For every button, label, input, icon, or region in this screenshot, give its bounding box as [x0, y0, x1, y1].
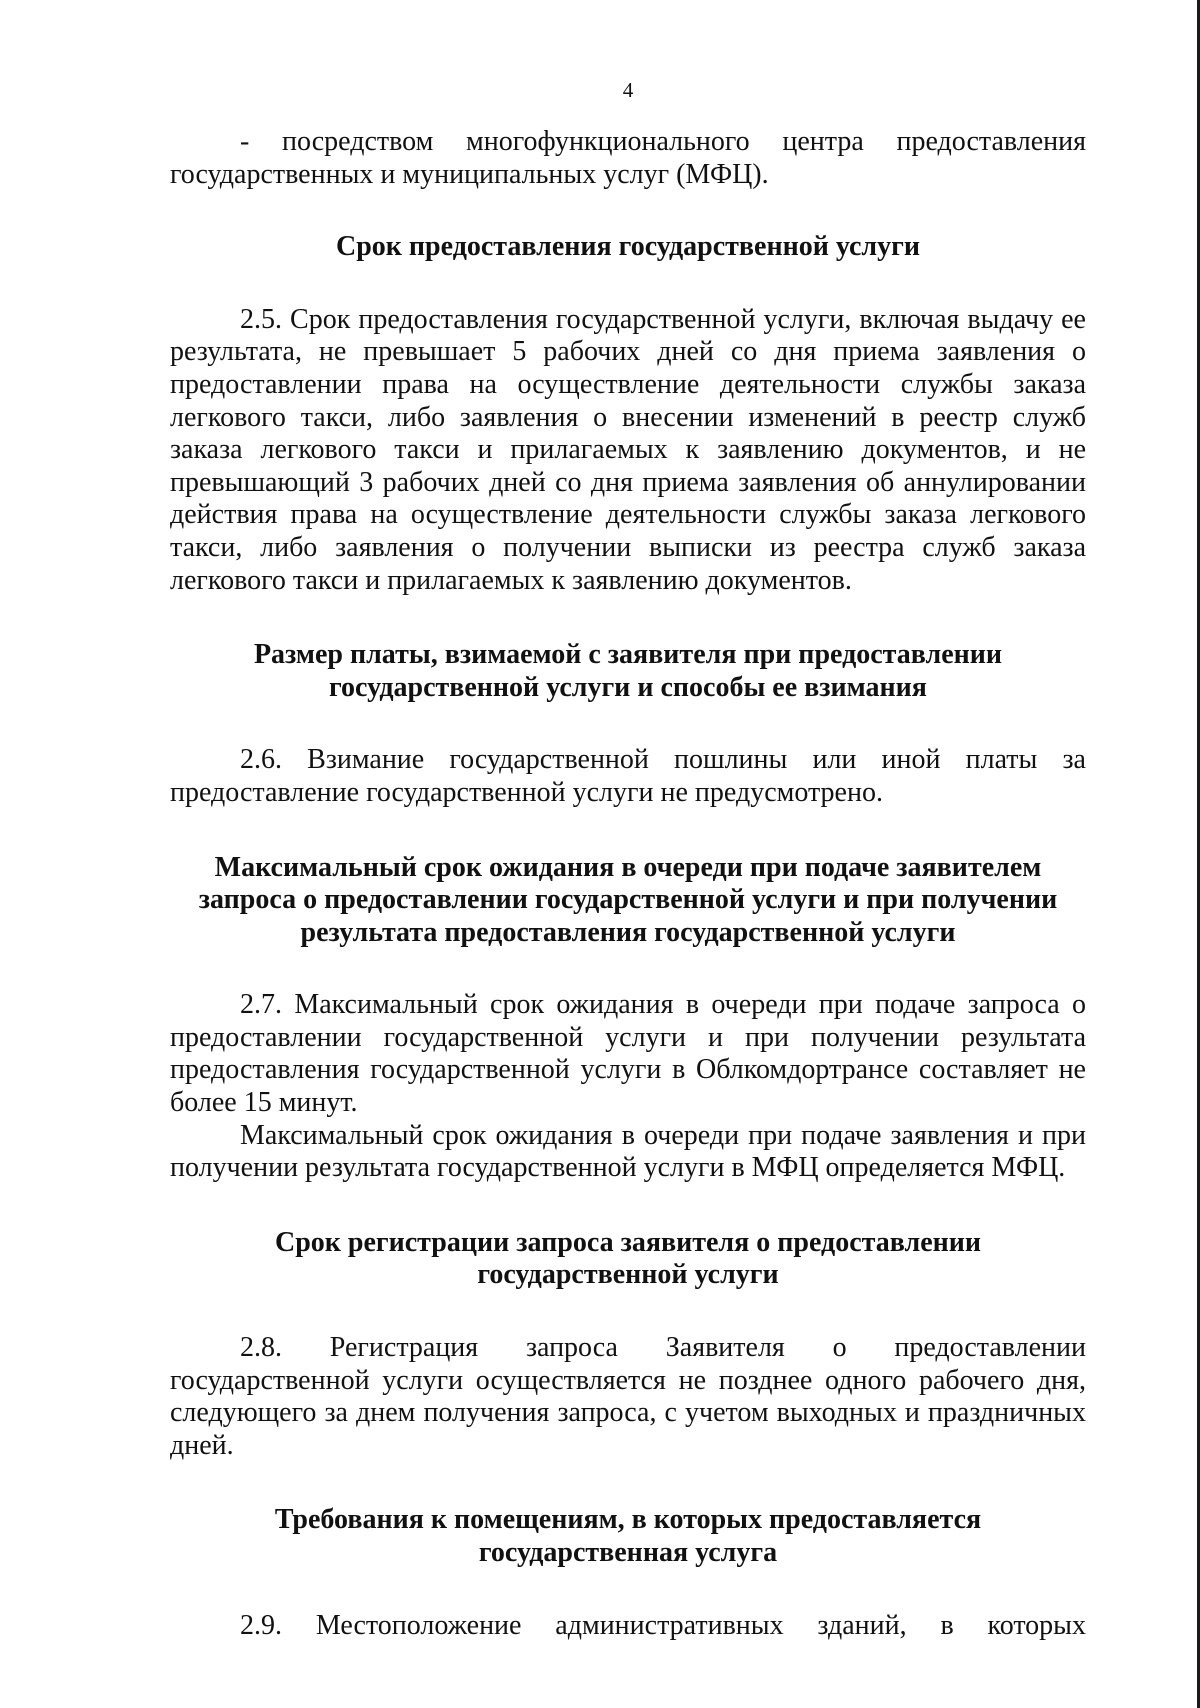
page-number: 4 [622, 78, 634, 102]
paragraph-2-5: 2.5. Срок предоставления государственной услуги, включая выдачу ее результата, не превышает 5 рабочих дней со дня приема заявления о предоставлении права на осуществление деятельности службы заказа легкового такси, либо заявления о внесении изменений в реестр служб заказа легкового такси и прилагаемых к заявлению документов, и не превышающий 3 рабочих дней со дня приема заявления об аннулировании действия права на осуществление деятельности службы заказа легкового такси, либо заявления о получении выписки из реестра служб заказа легкового такси и прилагаемых к заявлению документов. [170, 303, 1086, 596]
paragraph-2-7-mfc: Максимальный срок ожидания в очереди при подаче заявления и при получении результата государственной услуги в МФЦ определяется МФЦ. [170, 1119, 1086, 1184]
heading-fee: Размер платы, взимаемой с заявителя при предоставлении государственной услуги и способы ее взимания [253, 639, 1003, 703]
heading-registration: Срок регистрации запроса заявителя о предоставлении государственной услуги [274, 1226, 982, 1291]
document-body [170, 126, 1086, 1642]
heading-service-term: Срок предоставления государственной услуги [336, 231, 920, 263]
paragraph-2-9: 2.9. Местоположение административных зданий, в которых [240, 1609, 1086, 1641]
paragraph-2-7: 2.7. Максимальный срок ожидания в очереди при подаче запроса о предоставлении государственной услуги и при получении результата предоставления государственной услуги в Облкомдортрансе составляет не более 15 минут. [170, 989, 1086, 1119]
paragraph-2-8: 2.8. Регистрация запроса Заявителя о предоставлении государственной услуги осуществляется не позднее одного рабочего дня, следующего за днем получения запроса, с учетом выходных и праздничных дней. [170, 1332, 1086, 1461]
heading-premises: Требования к помещениям, в которых предоставляется государственная услуга [274, 1504, 982, 1568]
intro-bullet: - посредством многофункционального центра предоставления государственных и муниципальных услуг (МФЦ). [170, 126, 1086, 190]
heading-queue-time: Максимальный срок ожидания в очереди при подаче заявителем запроса о предоставлении государственной услуги и при получении результата предоставления государственной услуги [198, 851, 1058, 948]
paragraph-2-6: 2.6. Взимание государственной пошлины или иной платы за предоставление государственной услуги не предусмотрено. [170, 744, 1086, 808]
